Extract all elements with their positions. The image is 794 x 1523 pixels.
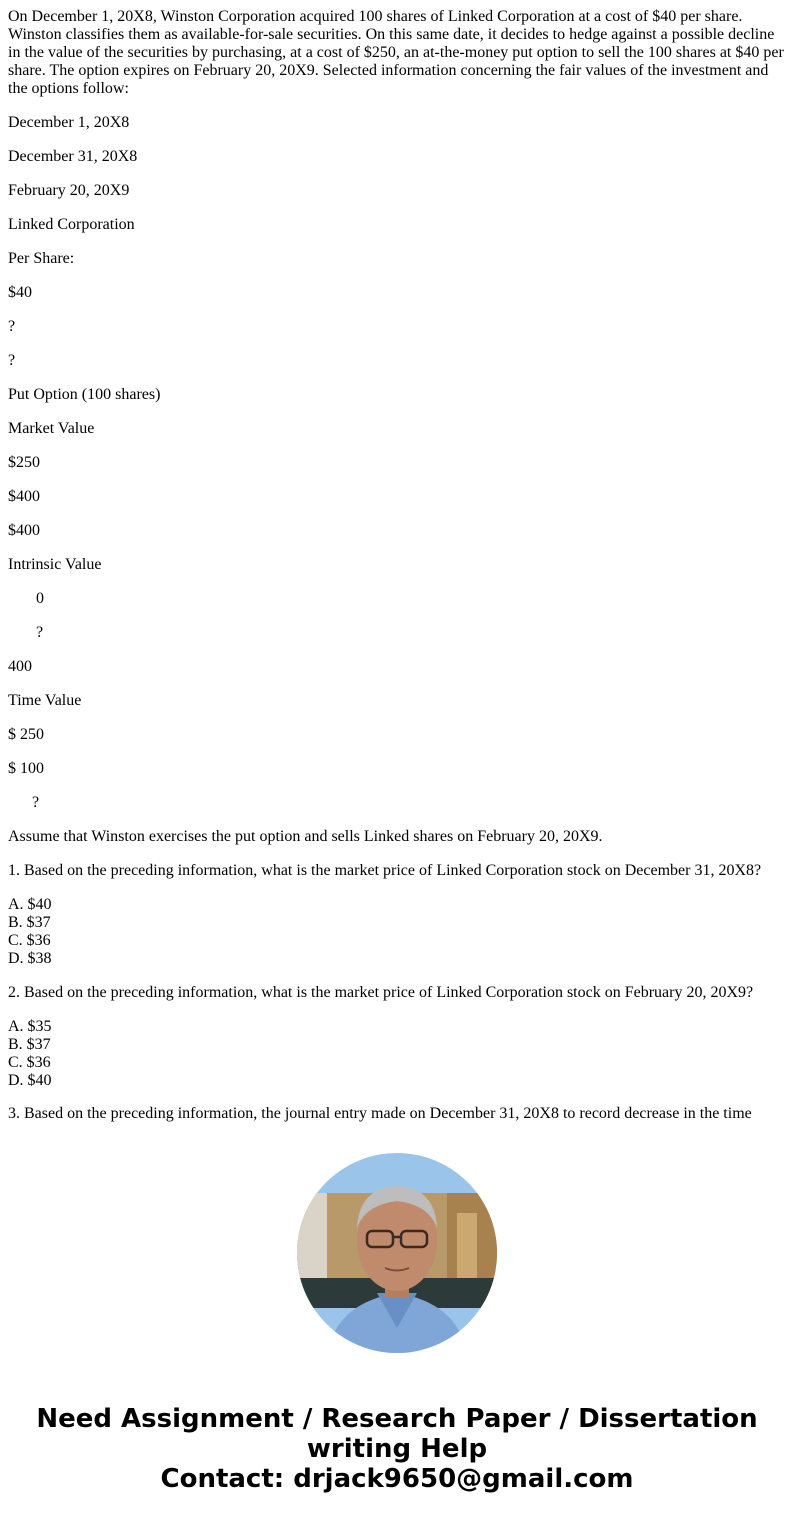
question-text: 2. Based on the preceding information, what is the market price of Linked Corporation stock on February 20, 20X9? — [8, 984, 754, 1001]
table-line: $40 — [8, 284, 32, 301]
table-line: $400 — [8, 522, 40, 539]
table-line: ? — [8, 352, 16, 369]
table-line: ? — [32, 794, 40, 811]
footer-line: Need Assignment / Research Paper / Dissertation — [36, 1404, 758, 1434]
table-line: Per Share: — [8, 250, 75, 267]
table-line: Linked Corporation — [8, 216, 135, 233]
option-item: B. $37 — [8, 914, 51, 931]
intro-paragraph: On December 1, 20X8, Winston Corporation acquired 100 shares of Linked Corporation at a cost of $40 per share. Winston classifies them as available-for-sale securities. On this same date, it decides to hedge against a possible decline in the value of the securities by purchasing, at a cost of $250, an at-the-money put option to sell the 100 shares at $40 per share. The option expires on February 20, 20X9. Selected information concerning the fair values of the investment and the options follow: — [8, 8, 784, 97]
table-line: $400 — [8, 488, 40, 505]
option-item: A. $40 — [8, 896, 52, 913]
assumption-text: Assume that Winston exercises the put option and sells Linked shares on February 20, 20X9. — [8, 828, 603, 845]
table-line: December 1, 20X8 — [8, 114, 130, 131]
table-line: December 31, 20X8 — [8, 148, 138, 165]
question-text: 1. Based on the preceding information, what is the market price of Linked Corporation stock on December 31, 20X8? — [8, 862, 762, 879]
table-line: ? — [8, 318, 16, 335]
option-item: D. $38 — [8, 950, 52, 967]
question-3-partial: 3. Based on the preceding information, the journal entry made on December 31, 20X8 to record decrease in the time — [8, 1105, 752, 1122]
table-line: Put Option (100 shares) — [8, 386, 161, 403]
table-line: $250 — [8, 454, 40, 471]
table-line: 400 — [8, 658, 32, 675]
footer-banner — [0, 1404, 794, 1494]
author-photo — [297, 1153, 497, 1353]
table-line: ? — [36, 624, 44, 641]
option-item: D. $40 — [8, 1072, 52, 1089]
document-body — [8, 8, 786, 1106]
table-line: 0 — [36, 590, 44, 607]
table-line: Market Value — [8, 420, 95, 437]
table-line: $ 250 — [8, 726, 44, 743]
option-item: C. $36 — [8, 932, 51, 949]
options-list — [8, 896, 786, 968]
option-item: A. $35 — [8, 1018, 52, 1035]
footer-line: writing Help — [306, 1434, 488, 1464]
options-list — [8, 1018, 786, 1090]
table-line: February 20, 20X9 — [8, 182, 130, 199]
table-line: Time Value — [8, 692, 82, 709]
option-item: B. $37 — [8, 1036, 51, 1053]
footer-contact: Contact: drjack9650@gmail.com — [160, 1464, 634, 1494]
table-line: Intrinsic Value — [8, 556, 102, 573]
option-item: C. $36 — [8, 1054, 51, 1071]
table-line: $ 100 — [8, 760, 44, 777]
